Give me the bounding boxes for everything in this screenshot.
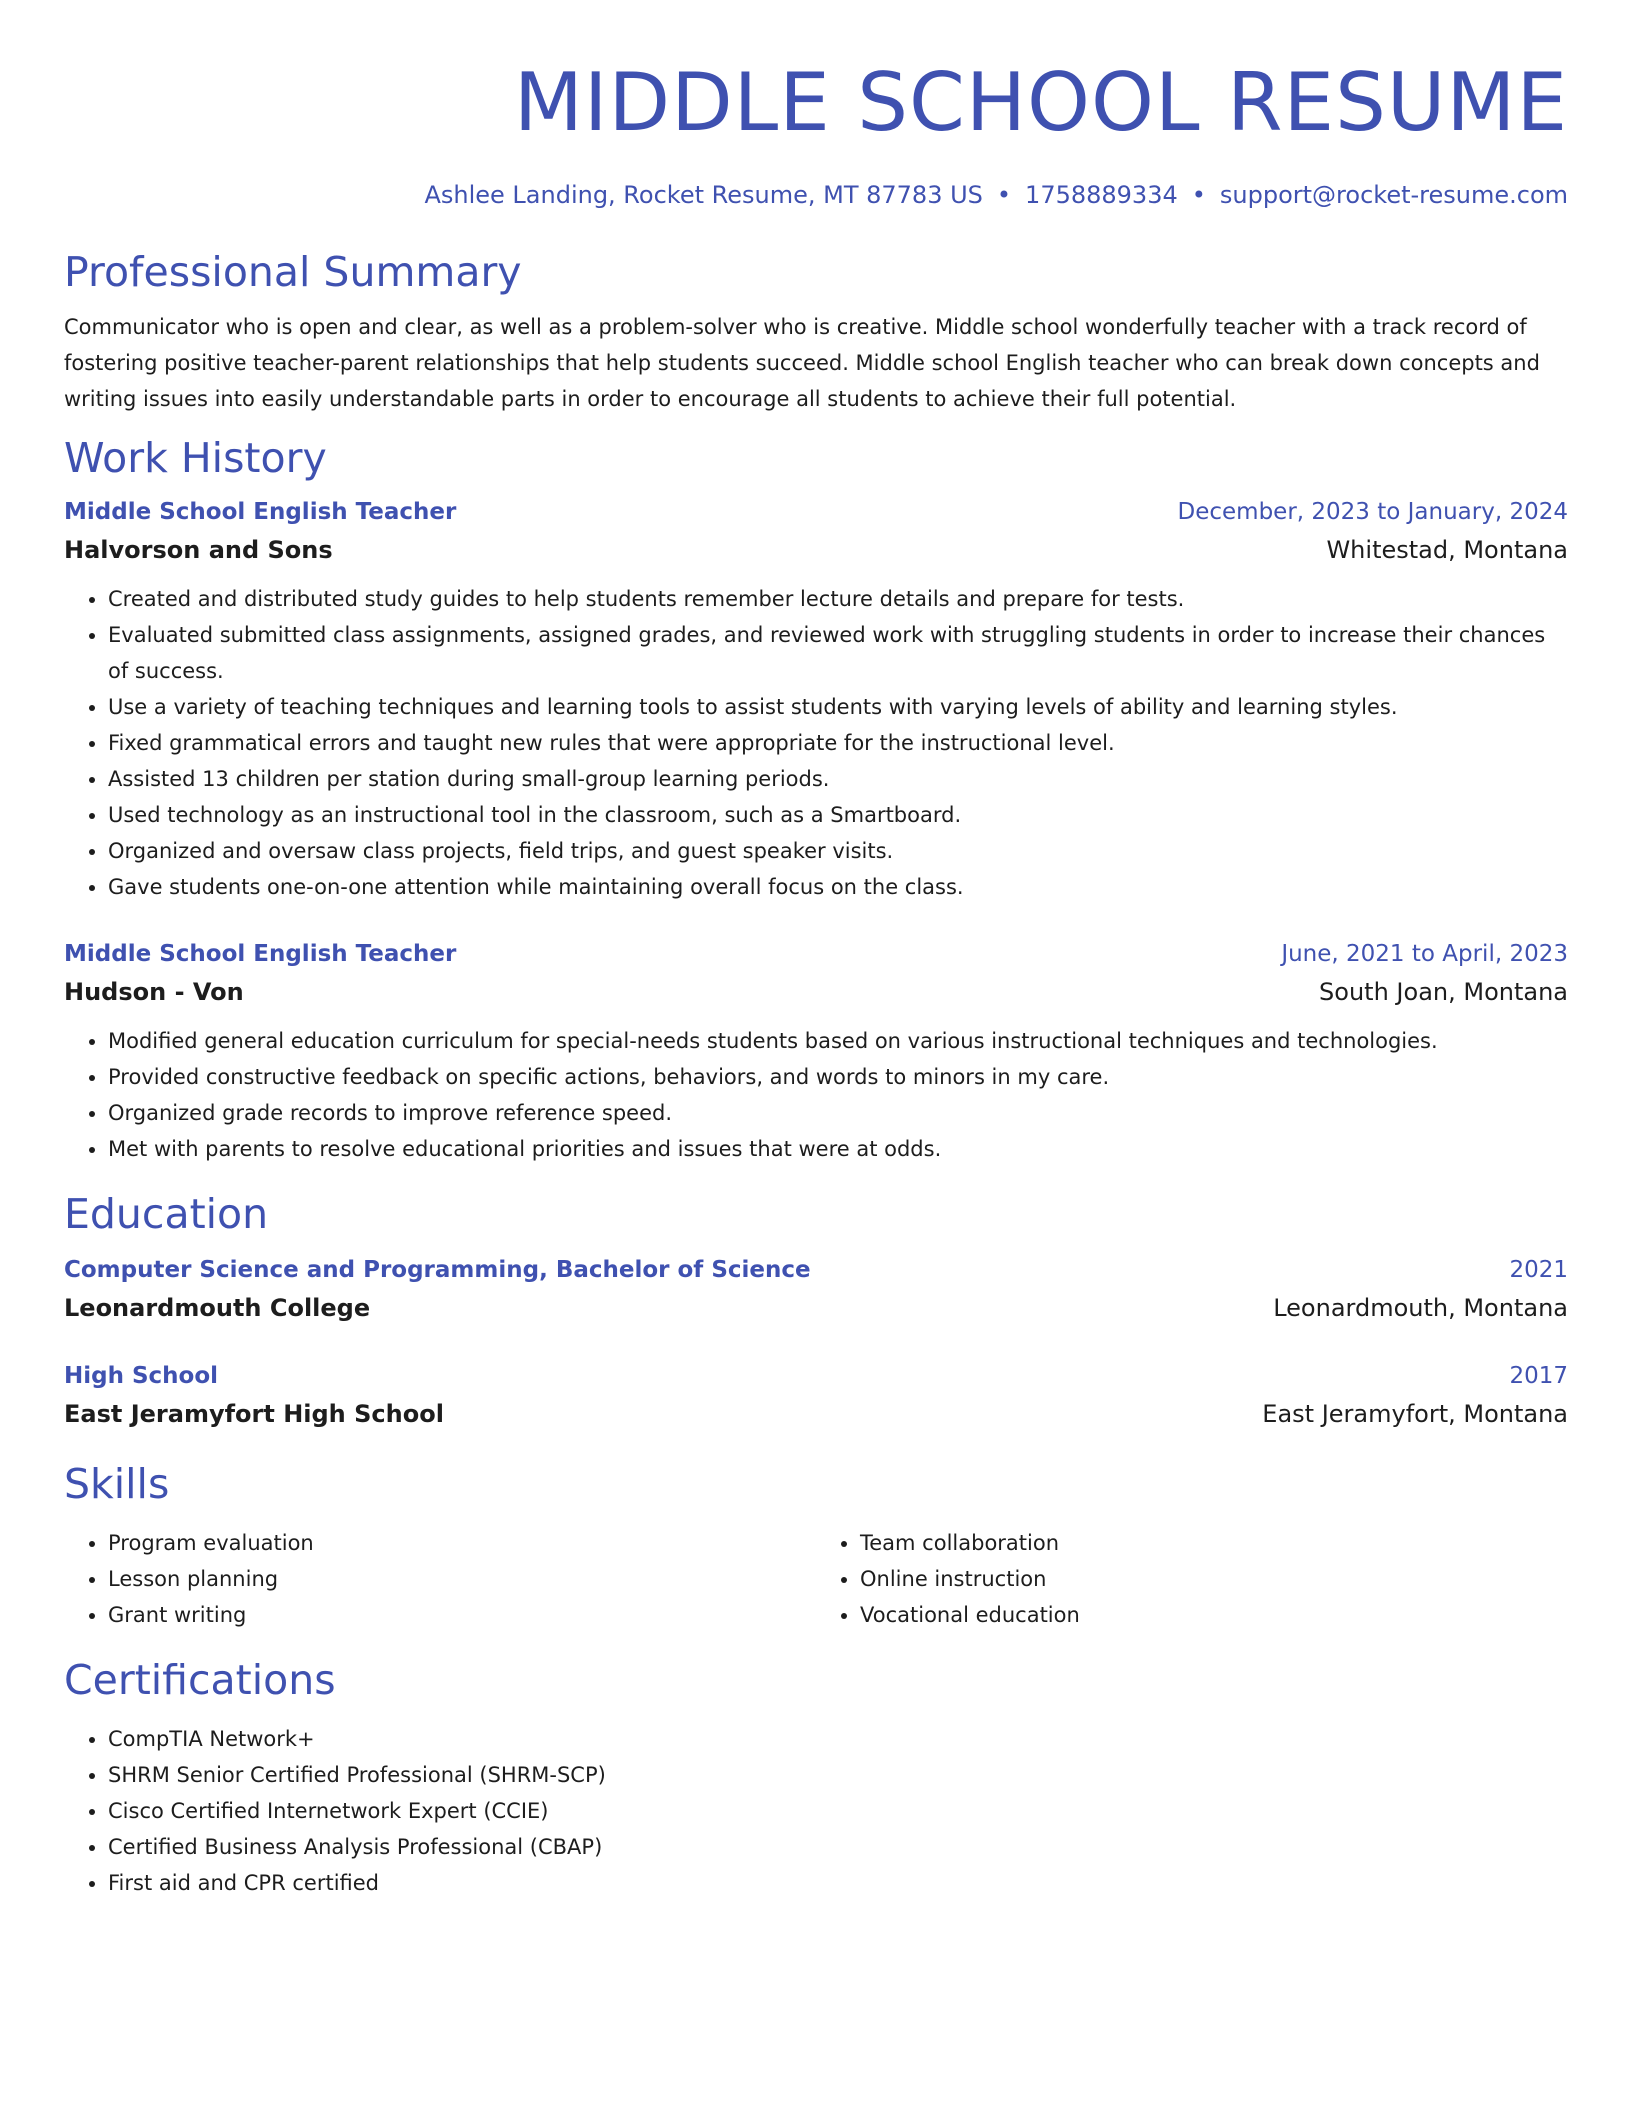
job-company: Halvorson and Sons [64,536,333,564]
certification-item: • First aid and CPR certified [108,1865,1568,1901]
education-degree: Computer Science and Programming, Bachelor of Science [64,1257,811,1283]
certifications-list [64,1721,1568,1901]
contact-email: support@rocket-resume.com [1219,181,1568,209]
skill-item: • Team collaboration [860,1525,1568,1561]
education-location: East Jeramyfort, Montana [1262,1400,1568,1428]
job-entry [64,935,1568,1167]
list-item: • Used technology as an instructional tool in the classroom, such as a Smartboard. [108,797,1568,833]
education-location: Leonardmouth, Montana [1273,1294,1568,1322]
list-item: • Gave students one-on-one attention while maintaining overall focus on the class. [108,869,1568,905]
list-item: • Modified general education curriculum for special-needs students based on various instructional techniques and technologies. [108,1023,1568,1059]
skill-item: • Lesson planning [108,1561,816,1597]
list-item: • Organized grade records to improve reference speed. [108,1095,1568,1131]
certification-item: • SHRM Senior Certified Professional (SHRM-SCP) [108,1757,1568,1793]
certification-item: • Cisco Certified Internetwork Expert (CCIE) [108,1793,1568,1829]
contact-line [64,181,1568,209]
education-degree: High School [64,1363,219,1389]
skill-item: • Online instruction [860,1561,1568,1597]
contact-address: Ashlee Landing, Rocket Resume, MT 87783 US [424,181,983,209]
skill-item: • Vocational education [860,1597,1568,1633]
contact-separator: • [1191,181,1206,209]
skills-list-right [816,1525,1568,1633]
education-school: East Jeramyfort High School [64,1400,444,1428]
education-entry [64,1251,1568,1327]
list-item: • Fixed grammatical errors and taught new rules that were appropriate for the instructional level. [108,725,1568,761]
education-school: Leonardmouth College [64,1294,371,1322]
resume-title: MIDDLE SCHOOL RESUME [513,56,1568,149]
list-item: • Provided constructive feedback on specific actions, behaviors, and words to minors in my care. [108,1059,1568,1095]
list-item: • Organized and oversaw class projects, field trips, and guest speaker visits. [108,833,1568,869]
list-item: • Met with parents to resolve educational priorities and issues that were at odds. [108,1131,1568,1167]
skill-item: • Grant writing [108,1597,816,1633]
section-title-certifications: Certifications [64,1656,336,1704]
job-company: Hudson - Von [64,978,244,1006]
summary-text: Communicator who is open and clear, as well as a problem-solver who is creative. Middle school wonderfully teacher with a track record of fostering positive teacher-parent relationships that help students succeed. Middle school English teacher who can break down concepts and writing issues into easily understandable parts in order to encourage all students to achieve their full potential. [64,315,1540,411]
job-bullets [64,581,1568,905]
list-item: • Assisted 13 children per station during small-group learning periods. [108,761,1568,797]
contact-phone: 1758889334 [1025,181,1178,209]
education-year: 2021 [1509,1257,1568,1283]
education-year: 2017 [1509,1363,1568,1389]
job-location: Whitestad, Montana [1326,536,1568,564]
contact-separator: • [996,181,1012,209]
job-bullets [64,1023,1568,1167]
job-dates: December, 2023 to January, 2024 [1177,499,1568,525]
certification-item: • Certified Business Analysis Professional (CBAP) [108,1829,1568,1865]
list-item: • Created and distributed study guides to help students remember lecture details and prepare for tests. [108,581,1568,617]
job-role: Middle School English Teacher [64,941,457,967]
list-item: • Use a variety of teaching techniques and learning tools to assist students with varying levels of ability and learning styles. [108,689,1568,725]
section-title-education: Education [64,1190,269,1238]
job-dates: June, 2021 to April, 2023 [1281,941,1568,967]
job-role: Middle School English Teacher [64,499,457,525]
education-entry [64,1357,1568,1433]
skill-item: • Program evaluation [108,1525,816,1561]
section-title-work: Work History [64,434,327,482]
skills-columns [64,1525,1568,1633]
list-item: • Evaluated submitted class assignments, assigned grades, and reviewed work with struggling students in order to increase their chances of success. [108,617,1568,689]
section-title-summary: Professional Summary [64,248,522,296]
job-location: South Joan, Montana [1319,978,1568,1006]
job-entry [64,493,1568,905]
certification-item: • CompTIA Network+ [108,1721,1568,1757]
section-title-skills: Skills [64,1460,170,1508]
skills-list-left [64,1525,816,1633]
